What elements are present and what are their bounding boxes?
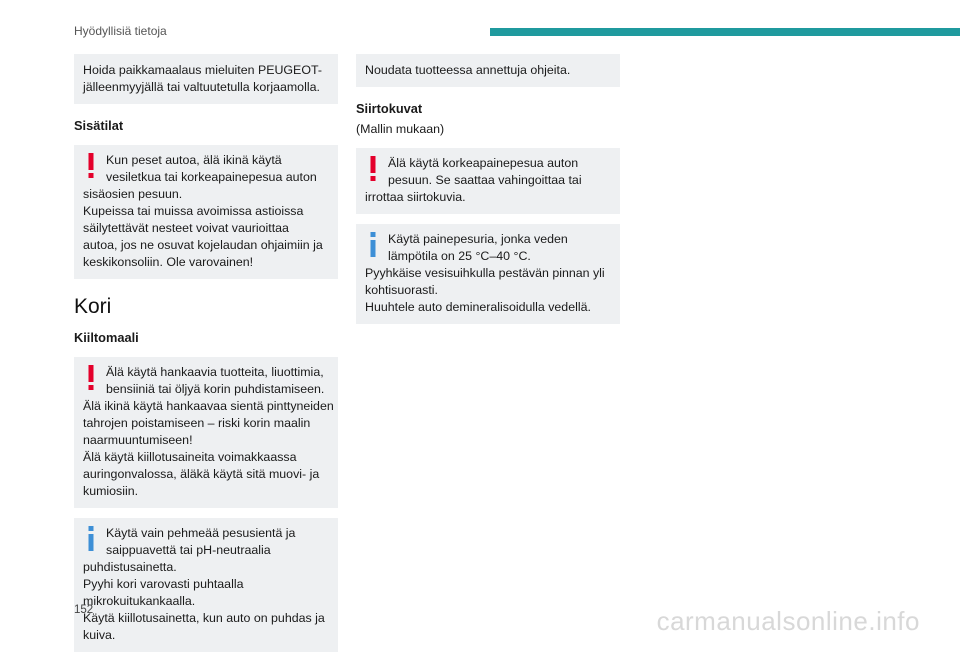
stickers-note: (Mallin mukaan) bbox=[356, 122, 445, 136]
right-column bbox=[356, 54, 620, 334]
warning-line: kumiosiin. bbox=[83, 484, 139, 498]
watermark: carmanualsonline.info bbox=[656, 606, 920, 636]
stickers-info-box bbox=[356, 224, 620, 324]
header-title: Hyödyllisiä tietoja bbox=[74, 24, 167, 38]
stickers-heading: Siirtokuvat bbox=[356, 101, 423, 116]
stickers-warning-box bbox=[356, 148, 620, 214]
warning-exclamation-icon bbox=[86, 365, 96, 391]
warning-line: Älä ikinä käytä hankaavaa sientä pinttyneiden bbox=[83, 399, 334, 413]
warning-line: sisäosien pesuun. bbox=[83, 187, 183, 201]
warning-line: säilytettävät nesteet voivat vaurioittaa bbox=[83, 221, 289, 235]
info-line: Pyyhkäise vesisuihkulla pestävän pinnan yli bbox=[365, 266, 605, 280]
interior-warning-box bbox=[74, 145, 338, 279]
info-line: Käytä kiillotusainetta, kun auto on puhdas ja bbox=[83, 611, 325, 625]
product-note-box bbox=[356, 54, 620, 87]
info-icon bbox=[86, 526, 96, 552]
info-line: kuiva. bbox=[83, 628, 116, 642]
warning-line: tahrojen poistamiseen – riski korin maalin bbox=[83, 416, 311, 430]
info-line: kohtisuorasti. bbox=[365, 283, 439, 297]
warning-line: vesiletkua tai korkeapainepesua auton bbox=[106, 170, 317, 184]
warning-line: Älä käytä hankaavia tuotteita, liuottimia, bbox=[106, 365, 324, 379]
info-line: mikrokuitukankaalla. bbox=[83, 594, 196, 608]
intro-line: Hoida paikkamaalaus mieluiten PEUGEOT- bbox=[83, 63, 322, 77]
warning-line: Kupeissa tai muissa avoimissa astioissa bbox=[83, 204, 304, 218]
warning-line: Älä käytä kiillotusaineita voimakkaassa bbox=[83, 450, 297, 464]
warning-line: pesuun. Se saattaa vahingoittaa tai bbox=[388, 173, 582, 187]
intro-note-box bbox=[74, 54, 338, 104]
info-line: saippuavettä tai pH-neutraalia bbox=[106, 543, 271, 557]
warning-exclamation-icon bbox=[368, 156, 378, 182]
info-line: Käytä painepesuria, jonka veden bbox=[388, 232, 568, 246]
warning-line: auringonvalossa, äläkä käytä sitä muovi- ja bbox=[83, 467, 320, 481]
warning-line: irrottaa siirtokuvia. bbox=[365, 190, 466, 204]
info-line: lämpötila on 25 °C–40 °C. bbox=[388, 249, 531, 263]
intro-line: jälleenmyyjällä tai valtuutetulla korjaamolla. bbox=[83, 80, 320, 94]
warning-line: Kun peset autoa, älä ikinä käytä bbox=[106, 153, 282, 167]
matte-warning-box bbox=[74, 357, 338, 508]
warning-line: autoa, jos ne osuvat kojelaudan ohjaimiin ja bbox=[83, 238, 323, 252]
matte-info-box bbox=[74, 518, 338, 652]
info-line: Käytä vain pehmeää pesusientä ja bbox=[106, 526, 296, 540]
info-line: Huuhtele auto demineralisoidulla vedellä. bbox=[365, 300, 591, 314]
warning-line: keskikonsoliin. Ole varovainen! bbox=[83, 255, 254, 269]
interior-heading: Sisätilat bbox=[74, 118, 124, 133]
header-accent-bar bbox=[490, 28, 960, 36]
warning-line: bensiiniä tai öljyä korin puhdistamiseen. bbox=[106, 382, 325, 396]
left-column bbox=[74, 54, 338, 662]
product-note-line: Noudata tuotteessa annettuja ohjeita. bbox=[365, 63, 571, 77]
page-number: 152 bbox=[74, 604, 94, 616]
body-section-heading: Kori bbox=[74, 295, 112, 318]
info-line: puhdistusainetta. bbox=[83, 560, 177, 574]
info-icon bbox=[368, 232, 378, 258]
warning-line: Älä käytä korkeapainepesua auton bbox=[388, 156, 579, 170]
info-line: Pyyhi kori varovasti puhtaalla bbox=[83, 577, 244, 591]
matte-heading: Kiiltomaali bbox=[74, 330, 139, 345]
warning-line: naarmuuntumiseen! bbox=[83, 433, 193, 447]
warning-exclamation-icon bbox=[86, 153, 96, 179]
